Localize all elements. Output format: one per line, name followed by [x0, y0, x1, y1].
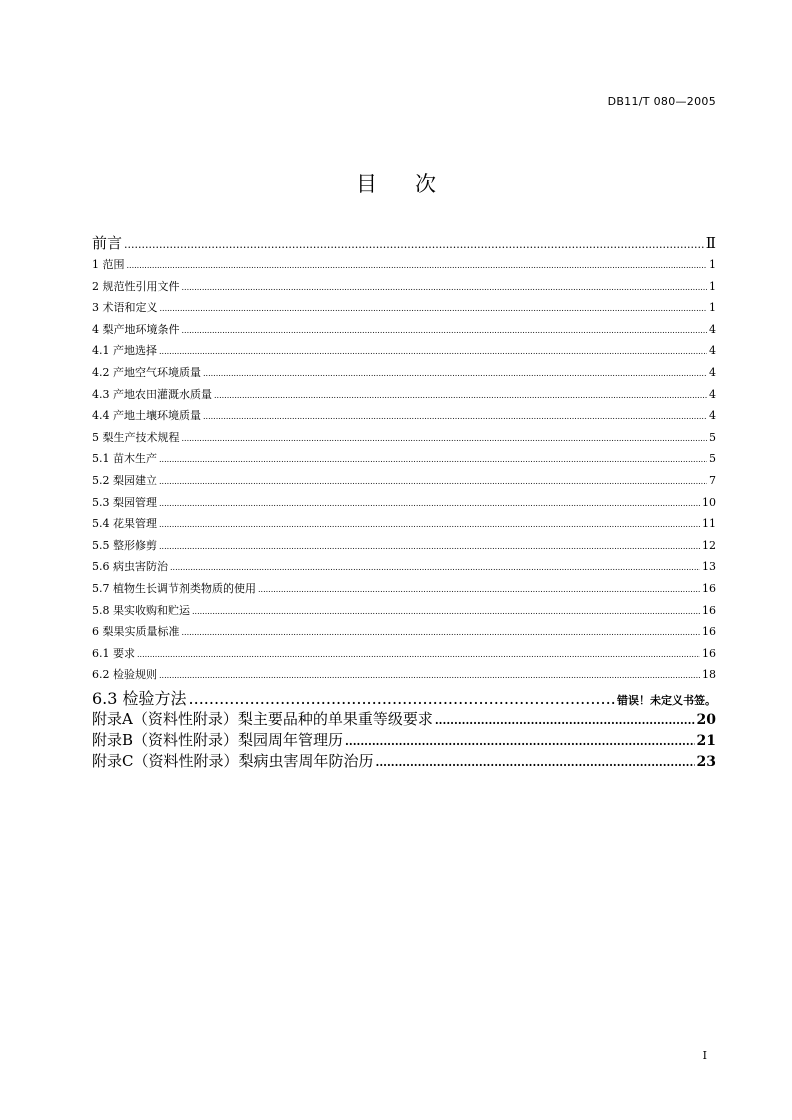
toc-entry[interactable]	[92, 686, 716, 709]
toc-entry[interactable]	[92, 297, 716, 319]
toc-entry-label: 4 梨产地环境条件	[92, 322, 180, 336]
toc-entry[interactable]	[92, 340, 716, 362]
toc-entry-label: 5.6 病虫害防治	[92, 560, 168, 574]
toc-entry-label: 5.2 梨园建立	[92, 473, 157, 487]
toc-dot-leader	[182, 277, 708, 299]
toc-entry-label: 3 术语和定义	[92, 301, 158, 315]
toc-dot-leader	[182, 428, 708, 450]
toc-entry-page: 1	[709, 301, 716, 315]
toc-dot-leader	[435, 710, 695, 731]
toc-dot-leader	[258, 579, 700, 601]
toc-dot-leader	[159, 449, 707, 471]
toc-entry[interactable]	[92, 751, 716, 772]
toc-entry-label: 1 范围	[92, 258, 125, 271]
page-title	[0, 168, 792, 198]
toc-entry-page: 4	[709, 344, 716, 358]
toc-dot-leader	[214, 385, 707, 407]
toc-entry-label: 4.2 产地空气环境质量	[92, 365, 201, 379]
toc-entry-page: 7	[709, 473, 716, 487]
toc-entry-label: 5.5 整形修剪	[92, 538, 157, 552]
toc-entry[interactable]	[92, 556, 716, 578]
title-part-2: 次	[415, 172, 436, 196]
toc-entry-label: 6.1 要求	[92, 646, 135, 660]
toc-entry[interactable]	[92, 384, 716, 406]
toc-dot-leader	[182, 622, 701, 644]
toc-entry-label: 5.1 苗木生产	[92, 452, 157, 466]
toc-entry-label: 2 规范性引用文件	[92, 279, 180, 293]
toc-entry[interactable]	[92, 730, 716, 751]
toc-entry[interactable]	[92, 319, 716, 341]
toc-dot-leader	[375, 752, 694, 773]
toc-entry-label: 4.3 产地农田灌溉水质量	[92, 387, 212, 401]
toc-dot-leader	[203, 406, 707, 428]
toc-entry-page: 4	[709, 409, 716, 423]
toc-entry-label: 5 梨生产技术规程	[92, 430, 180, 444]
toc-entry-label: 附录A（资料性附录）梨主要品种的单果重等级要求	[92, 709, 433, 728]
toc-entry-page: 21	[696, 732, 716, 749]
title-part-1: 目	[356, 172, 377, 196]
toc-entry-page: Ⅱ	[705, 234, 716, 252]
toc-entry-page: 1	[709, 258, 716, 271]
toc-entry[interactable]	[92, 621, 716, 643]
toc-entry-label: 4.1 产地选择	[92, 344, 157, 358]
toc-dot-leader	[160, 298, 708, 320]
toc-entry[interactable]	[92, 513, 716, 535]
toc-entry-page: 错误！未定义书签。	[617, 693, 716, 707]
toc-entry[interactable]	[92, 600, 716, 622]
toc-entry[interactable]	[92, 643, 716, 665]
table-of-contents	[92, 232, 716, 772]
toc-entry-page: 12	[702, 538, 716, 552]
toc-entry-label: 5.7 植物生长调节剂类物质的使用	[92, 581, 256, 595]
toc-entry-label: 6.3 检验方法	[92, 688, 187, 708]
toc-entry-page: 11	[702, 517, 716, 531]
toc-entry[interactable]	[92, 470, 716, 492]
toc-entry[interactable]	[92, 578, 716, 600]
toc-entry-label: 6.2 检验规则	[92, 668, 157, 682]
toc-dot-leader	[159, 341, 707, 363]
toc-entry-page: 5	[709, 452, 716, 466]
toc-dot-leader	[159, 514, 700, 536]
footer-page-number: I	[702, 1049, 707, 1062]
toc-entry-page: 16	[702, 603, 716, 617]
toc-entry[interactable]	[92, 405, 716, 427]
toc-entry[interactable]	[92, 276, 716, 298]
toc-entry-page: 4	[709, 322, 716, 336]
toc-entry[interactable]	[92, 362, 716, 384]
toc-entry-label: 前言	[92, 234, 123, 252]
toc-entry-page: 18	[702, 668, 716, 682]
toc-dot-leader	[345, 731, 694, 752]
toc-entry-page: 16	[702, 646, 716, 660]
toc-dot-leader	[192, 601, 700, 623]
toc-entry-label: 6 梨果实质量标准	[92, 625, 180, 639]
toc-entry-label: 4.4 产地土壤环境质量	[92, 409, 201, 423]
standard-code: DB11/T 080—2005	[607, 95, 716, 108]
toc-entry-page: 13	[702, 560, 716, 574]
toc-dot-leader	[159, 471, 707, 493]
toc-entry[interactable]	[92, 448, 716, 470]
toc-entry-page: 1	[709, 279, 716, 293]
toc-entry[interactable]	[92, 709, 716, 730]
toc-entry-page: 10	[702, 495, 716, 509]
toc-dot-leader	[137, 644, 700, 666]
toc-entry-label: 5.4 花果管理	[92, 517, 157, 531]
toc-entry-page: 23	[696, 753, 716, 770]
toc-entry-page: 5	[709, 430, 716, 444]
toc-entry-page: 4	[709, 387, 716, 401]
toc-entry-page: 20	[696, 711, 716, 728]
toc-entry-label: 5.8 果实收购和贮运	[92, 603, 190, 617]
toc-entry-label: 附录C（资料性附录）梨病虫害周年防治历	[92, 751, 374, 770]
toc-entry-label: 附录B（资料性附录）梨园周年管理历	[92, 730, 344, 749]
toc-dot-leader	[203, 363, 707, 385]
toc-dot-leader	[189, 689, 615, 708]
toc-entry[interactable]	[92, 232, 716, 254]
toc-entry-page: 16	[702, 625, 716, 639]
toc-entry[interactable]	[92, 254, 716, 276]
toc-dot-leader	[159, 665, 700, 687]
toc-dot-leader	[182, 320, 708, 342]
toc-dot-leader	[159, 493, 700, 515]
toc-entry-page: 16	[702, 581, 716, 595]
toc-dot-leader	[170, 557, 700, 579]
toc-entry[interactable]	[92, 492, 716, 514]
toc-entry[interactable]	[92, 427, 716, 449]
toc-entry[interactable]	[92, 664, 716, 686]
toc-entry-label: 5.3 梨园管理	[92, 495, 157, 509]
toc-dot-leader	[159, 536, 700, 558]
toc-dot-leader	[127, 255, 708, 277]
toc-dot-leader	[124, 234, 704, 256]
toc-entry-page: 4	[709, 365, 716, 379]
toc-entry[interactable]	[92, 535, 716, 557]
